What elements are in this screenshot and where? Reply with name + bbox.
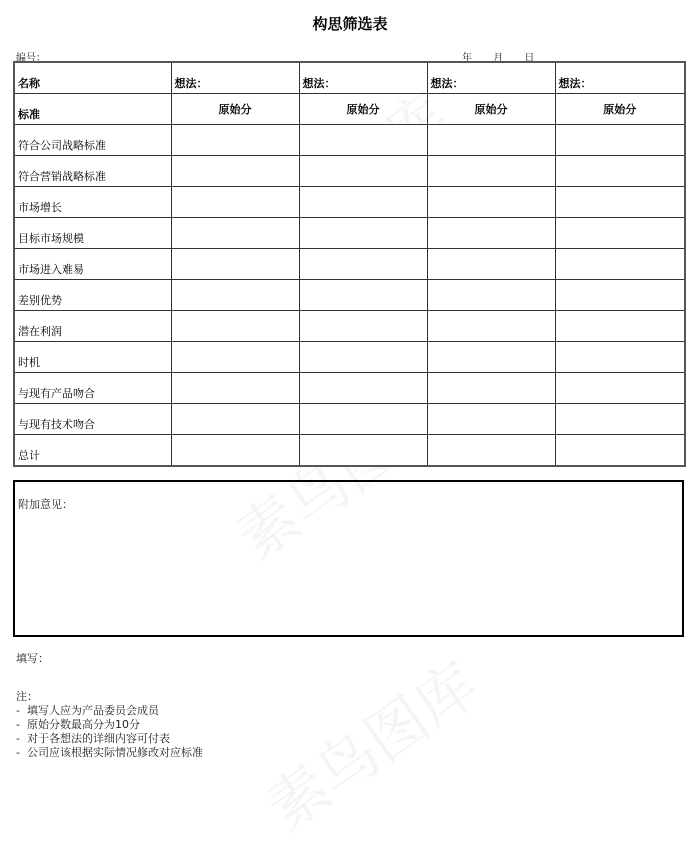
header-row-names — [14, 62, 685, 94]
score-cell[interactable] — [171, 187, 299, 218]
total-cell[interactable] — [427, 435, 555, 467]
score-cell[interactable] — [427, 404, 555, 435]
table-row — [14, 156, 685, 187]
criterion-label: 市场进入难易 — [14, 249, 171, 280]
raw-score-header-2: 原始分 — [299, 94, 427, 125]
score-cell[interactable] — [171, 404, 299, 435]
criterion-label: 符合公司战略标准 — [14, 125, 171, 156]
score-cell[interactable] — [171, 156, 299, 187]
idea-header-2[interactable]: 想法： — [299, 62, 427, 94]
score-cell[interactable] — [555, 280, 685, 311]
note-item: - 填写人应为产品委员会成员 — [16, 704, 203, 718]
table-row — [14, 249, 685, 280]
score-cell[interactable] — [555, 187, 685, 218]
filled-by-label: 填写： — [16, 652, 49, 665]
total-row — [14, 435, 685, 467]
score-cell[interactable] — [171, 342, 299, 373]
notes-heading: 注： — [16, 690, 38, 703]
criteria-header: 标准 — [14, 94, 171, 125]
score-cell[interactable] — [299, 311, 427, 342]
table-row — [14, 280, 685, 311]
watermark — [247, 639, 493, 847]
day-label: 日 — [524, 53, 535, 64]
score-cell[interactable] — [171, 311, 299, 342]
raw-score-header-1: 原始分 — [171, 94, 299, 125]
additional-comments-box[interactable] — [13, 480, 684, 637]
table-row — [14, 342, 685, 373]
score-cell[interactable] — [299, 156, 427, 187]
score-cell[interactable] — [299, 373, 427, 404]
score-cell[interactable] — [555, 218, 685, 249]
header-row-criteria — [14, 94, 685, 125]
score-cell[interactable] — [555, 311, 685, 342]
total-cell[interactable] — [299, 435, 427, 467]
criterion-label: 差别优势 — [14, 280, 171, 311]
score-cell[interactable] — [555, 373, 685, 404]
score-cell[interactable] — [299, 218, 427, 249]
table-row — [14, 404, 685, 435]
score-cell[interactable] — [171, 373, 299, 404]
serial-number-label: 编号： — [16, 53, 46, 64]
score-cell[interactable] — [427, 187, 555, 218]
score-cell[interactable] — [427, 218, 555, 249]
note-item: - 原始分数最高分为10分 — [16, 718, 203, 732]
raw-score-header-4: 原始分 — [555, 94, 685, 125]
additional-comments-label: 附加意见： — [18, 498, 73, 511]
score-cell[interactable] — [427, 249, 555, 280]
score-cell[interactable] — [427, 311, 555, 342]
table-row — [14, 187, 685, 218]
table-row — [14, 311, 685, 342]
score-cell[interactable] — [555, 249, 685, 280]
table-row — [14, 125, 685, 156]
score-cell[interactable] — [427, 125, 555, 156]
score-cell[interactable] — [427, 373, 555, 404]
total-cell[interactable] — [555, 435, 685, 467]
score-cell[interactable] — [427, 342, 555, 373]
score-cell[interactable] — [171, 218, 299, 249]
name-header: 名称 — [14, 62, 171, 94]
score-cell[interactable] — [555, 342, 685, 373]
score-cell[interactable] — [299, 342, 427, 373]
raw-score-header-3: 原始分 — [427, 94, 555, 125]
score-cell[interactable] — [171, 249, 299, 280]
score-cell[interactable] — [299, 187, 427, 218]
idea-header-1[interactable]: 想法： — [171, 62, 299, 94]
criterion-label: 市场增长 — [14, 187, 171, 218]
note-item: - 公司应该根据实际情况修改对应标准 — [16, 746, 203, 760]
criterion-label: 目标市场规模 — [14, 218, 171, 249]
score-cell[interactable] — [171, 125, 299, 156]
notes-section — [16, 690, 203, 760]
total-label: 总计 — [14, 435, 171, 467]
score-cell[interactable] — [171, 280, 299, 311]
score-cell[interactable] — [299, 404, 427, 435]
criterion-label: 时机 — [14, 342, 171, 373]
idea-header-4[interactable]: 想法： — [555, 62, 685, 94]
score-cell[interactable] — [299, 249, 427, 280]
month-label: 月 — [493, 53, 504, 64]
idea-header-3[interactable]: 想法： — [427, 62, 555, 94]
criterion-label: 与现有技术吻合 — [14, 404, 171, 435]
score-cell[interactable] — [427, 156, 555, 187]
criterion-label: 与现有产品吻合 — [14, 373, 171, 404]
year-label: 年 — [462, 53, 472, 64]
score-cell[interactable] — [555, 156, 685, 187]
screening-table — [13, 61, 686, 467]
table-row — [14, 373, 685, 404]
score-cell[interactable] — [299, 280, 427, 311]
score-cell[interactable] — [555, 125, 685, 156]
table-row — [14, 218, 685, 249]
note-item: - 对于各想法的详细内容可付表 — [16, 732, 203, 746]
score-cell[interactable] — [427, 280, 555, 311]
criterion-label: 符合营销战略标准 — [14, 156, 171, 187]
criterion-label: 潜在利润 — [14, 311, 171, 342]
document-title: 构思筛选表 — [312, 15, 388, 33]
score-cell[interactable] — [299, 125, 427, 156]
score-cell[interactable] — [555, 404, 685, 435]
total-cell[interactable] — [171, 435, 299, 467]
